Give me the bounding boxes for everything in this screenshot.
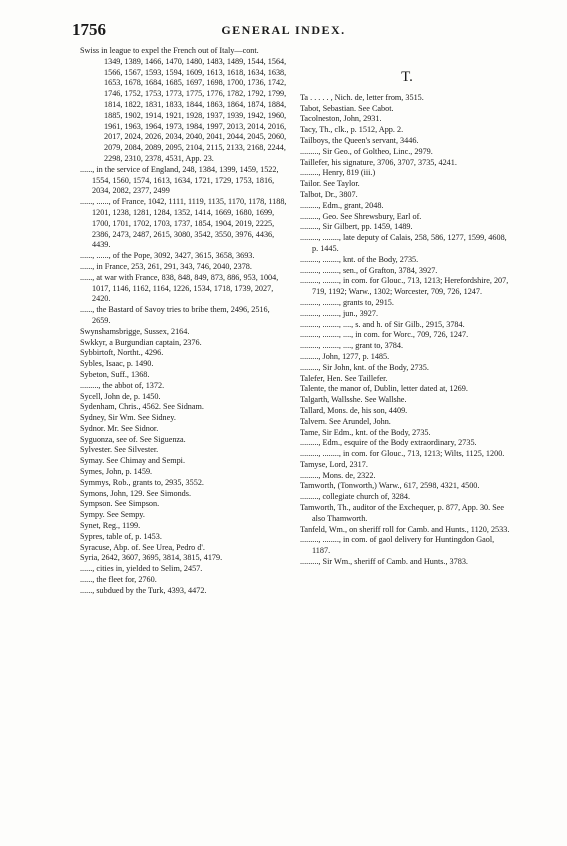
index-entry: ........., Henry, 819 (iii.) — [300, 168, 376, 178]
index-entry: ........., collegiate church of, 3284. — [300, 492, 411, 502]
index-entry: ........., ........, ...., in com. for Worc., 709, 726, 1247. — [300, 330, 469, 340]
index-entry: Sybles, Isaac, p. 1490. — [80, 359, 154, 369]
index-entry: Sybbirtoft, Northt., 4296. — [80, 348, 164, 358]
index-entry: ........., Mons. de, 2322. — [300, 470, 376, 480]
index-entry: Sycell, John de, p. 1450. — [80, 391, 161, 401]
index-entry: Sympson. See Simpson. — [80, 499, 160, 509]
index-entry: ......, the Bastard of Savoy tries to bribe them, 2496, 2516, 2659. — [80, 305, 270, 325]
index-entry: Sylvester. See Silvester. — [80, 445, 159, 455]
index-entry: ........., ........, in com. of gaol delivery for Huntingdon Gaol, 1187. — [300, 535, 495, 556]
page-number: 1756 — [72, 20, 106, 39]
index-entry: Talbot, Dr., 3807. — [300, 189, 358, 199]
index-entry: ........., Geo. See Shrewsbury, Earl of. — [300, 211, 422, 221]
index-entry: ........., ........, sen., of Grafton, 3784, 3927. — [300, 265, 438, 275]
index-entry: ......, at war with France, 838, 848, 849, 873, 886, 953, 1004, 1017, 1146, 1162, 1164, 1226, 1534, 1718, 1739, 2027, 2420. — [80, 272, 279, 304]
left-column — [80, 46, 290, 597]
index-entry: Sydenham, Chris., 4562. See Sidnam. — [80, 402, 204, 412]
index-entry: Tamworth, Th., auditor of the Exchequer, p. 877, App. 30. See also Thamworth. — [300, 503, 505, 523]
index-entry: ......, the fleet for, 2760. — [80, 575, 157, 585]
index-entry: Tame, Sir Edm., knt. of the Body, 2735. — [300, 427, 431, 437]
index-entry: ........., ........, in com. for Glouc., 713, 1213; Wilts, 1125, 1200. — [300, 449, 505, 459]
index-entry: ......, subdued by the Turk, 4393, 4472. — [80, 585, 207, 595]
index-entry: Syracuse, Abp. of. See Urea, Pedro d'. — [80, 542, 205, 552]
index-entry: ........., ........, late deputy of Calais, 258, 586, 1277, 1599, 4608, p. 1445. — [300, 233, 507, 253]
index-entry: ........., Edm., esquire of the Body extraordinary, 2735. — [300, 438, 477, 448]
section-letter: T. — [401, 69, 413, 85]
index-entry: ......, in France, 253, 261, 291, 343, 746, 2040, 2378. — [80, 261, 252, 271]
index-entry: Tabot, Sebastian. See Cabot. — [300, 103, 394, 113]
index-entry: Sympy. See Sempy. — [80, 510, 145, 520]
index-entry: Symes, John, p. 1459. — [80, 467, 153, 477]
index-entry: Tacy, Th., clk., p. 1512, App. 2. — [300, 125, 404, 135]
index-entry: Swkkyr, a Burgundian captain, 2376. — [80, 337, 202, 347]
index-entry: ........., ........, ...., grant to, 3784. — [300, 341, 404, 351]
index-entry: Tailboys, the Queen's servant, 3446. — [300, 135, 419, 145]
index-entry: 1349, 1389, 1466, 1470, 1480, 1483, 1489, 1544, 1564, 1566, 1567, 1593, 1594, 1609, 1613, 1618, 1634, 1638, 1653, 1678, 1684, 1685, 1697, 1698, 1700, 1736, 1742, 1746, 1752, 1753, 1773, 1775, 1776, 1782, 1792, 1799, 1814, 1822, 1831, 1833, 1844, 1863, 1864, 1874, 1884, 1885, 1902, 1914, 1921, 1928, 1937, 1939, 1942, 1960, 1961, 1963, 1964, 1973, 1984, 1997, 2013, 2014, 2016, 2017, 2024, 2026, 2034, 2040, 2041, 2044, 2045, 2060, 2079, 2084, 2089, 2095, 2104, 2115, 2133, 2168, 2244, 2298, 2310, 2378, 4531, App. 23. — [104, 56, 287, 163]
index-entry: Talvern. See Arundel, John. — [300, 416, 391, 426]
index-entry: ........., ........, ...., s. and h. of Sir Gilb., 2915, 3784. — [300, 319, 465, 329]
index-entry: Sydney, Sir Wm. See Sidney. — [80, 413, 176, 423]
index-entry: Tailor. See Taylor. — [300, 179, 360, 189]
index-entry: Syguonza, see of. See Siguenza. — [80, 434, 186, 444]
index-entry: ........., ........, jun., 3927. — [300, 308, 379, 318]
index-entry: Tanfeld, Wm., on sheriff roll for Camb. and Hunts., 1120, 2533. — [300, 524, 510, 534]
index-entry: Sydnor. Mr. See Sidnor. — [80, 423, 159, 433]
index-entry: Tamworth, (Tonworth,) Warw., 617, 2598, 4321, 4500. — [300, 481, 480, 491]
index-entry: Sybeton, Suff., 1368. — [80, 369, 150, 379]
index-entry: ......, ......, of the Pope, 3092, 3427, 3615, 3658, 3693. — [80, 251, 255, 261]
index-entry: Syria, 2642, 3607, 3695, 3814, 3815, 4179. — [80, 553, 223, 563]
page-title: GENERAL INDEX. — [221, 23, 346, 37]
index-entry: ........., the abbot of, 1372. — [80, 380, 165, 390]
index-entry: ........., Sir Gilbert, pp. 1459, 1489. — [300, 222, 413, 232]
page-header — [72, 20, 495, 42]
index-entry: ........., Sir Geo., of Goltheo, Linc., 2979. — [300, 146, 433, 156]
index-entry: Sypres, table of, p. 1453. — [80, 531, 162, 541]
index-entry: ........., ........, knt. of the Body, 2735. — [300, 254, 419, 264]
index-entry: Swiss in league to expel the French out of Italy—cont. — [80, 46, 259, 55]
index-entry: ......, cities in, yielded to Selim, 2457. — [80, 564, 203, 574]
index-entry: Talgarth, Wallsshe. See Wallshe. — [300, 395, 407, 405]
right-column — [300, 46, 514, 568]
index-entry: Symmys, Rob., grants to, 2935, 3552. — [80, 477, 204, 487]
index-entry: Synet, Reg., 1199. — [80, 521, 141, 531]
index-entry: Swynshamsbrigge, Sussex, 2164. — [80, 326, 190, 336]
index-entry: ........., ........, grants to, 2915. — [300, 297, 394, 307]
index-entry: Ta . . . . . , Nich. de, letter from, 3515. — [300, 92, 424, 102]
index-entry: Tacolneston, John, 2931. — [300, 114, 382, 124]
index-entry: Talefer, Hen. See Taillefer. — [300, 373, 388, 383]
index-entry: ........., Edm., grant, 2048. — [300, 200, 384, 210]
index-entry: Talente, the manor of, Dublin, letter dated at, 1269. — [300, 384, 468, 394]
index-entry: Symay. See Chimay and Sempi. — [80, 456, 185, 466]
index-entry: ......, in the service of England, 248, 1384, 1399, 1459, 1522, 1554, 1560, 1574, 1613, 1634, 1721, 1729, 1753, 1816, 2034, 2082, 2377, 2499 — [80, 164, 279, 196]
index-entry: ........., Sir Wm., sheriff of Camb. and Hunts., 3783. — [300, 557, 468, 567]
index-entry: ........., Sir John, knt. of the Body, 2735. — [300, 362, 429, 372]
index-entry: Taillefer, his signature, 3706, 3707, 3735, 4241. — [300, 157, 457, 167]
index-entry: Symons, John, 129. See Simonds. — [80, 488, 191, 498]
index-entry: ......, ......, of France, 1042, 1111, 1119, 1135, 1170, 1178, 1188, 1201, 1238, 1281, 1284, 1352, 1414, 1669, 1680, 1699, 1700, 1701, 1702, 1703, 1737, 1854, 1904, 2019, 2225, 2386, 2473, 2487, 2615, 3080, 3542, 3550, 3976, 4436, 4439. — [80, 197, 287, 250]
index-entry: Tamyse, Lord, 2317. — [300, 459, 368, 469]
index-entry: ........., John, 1277, p. 1485. — [300, 351, 390, 361]
index-entry: Tallard, Mons. de, his son, 4409. — [300, 405, 408, 415]
index-entry: ........., ........, in com. for Glouc., 713, 1213; Herefordshire, 207, 719, 1192; Warw., 1302; Worcester, 709, 726, 1247. — [300, 276, 509, 297]
